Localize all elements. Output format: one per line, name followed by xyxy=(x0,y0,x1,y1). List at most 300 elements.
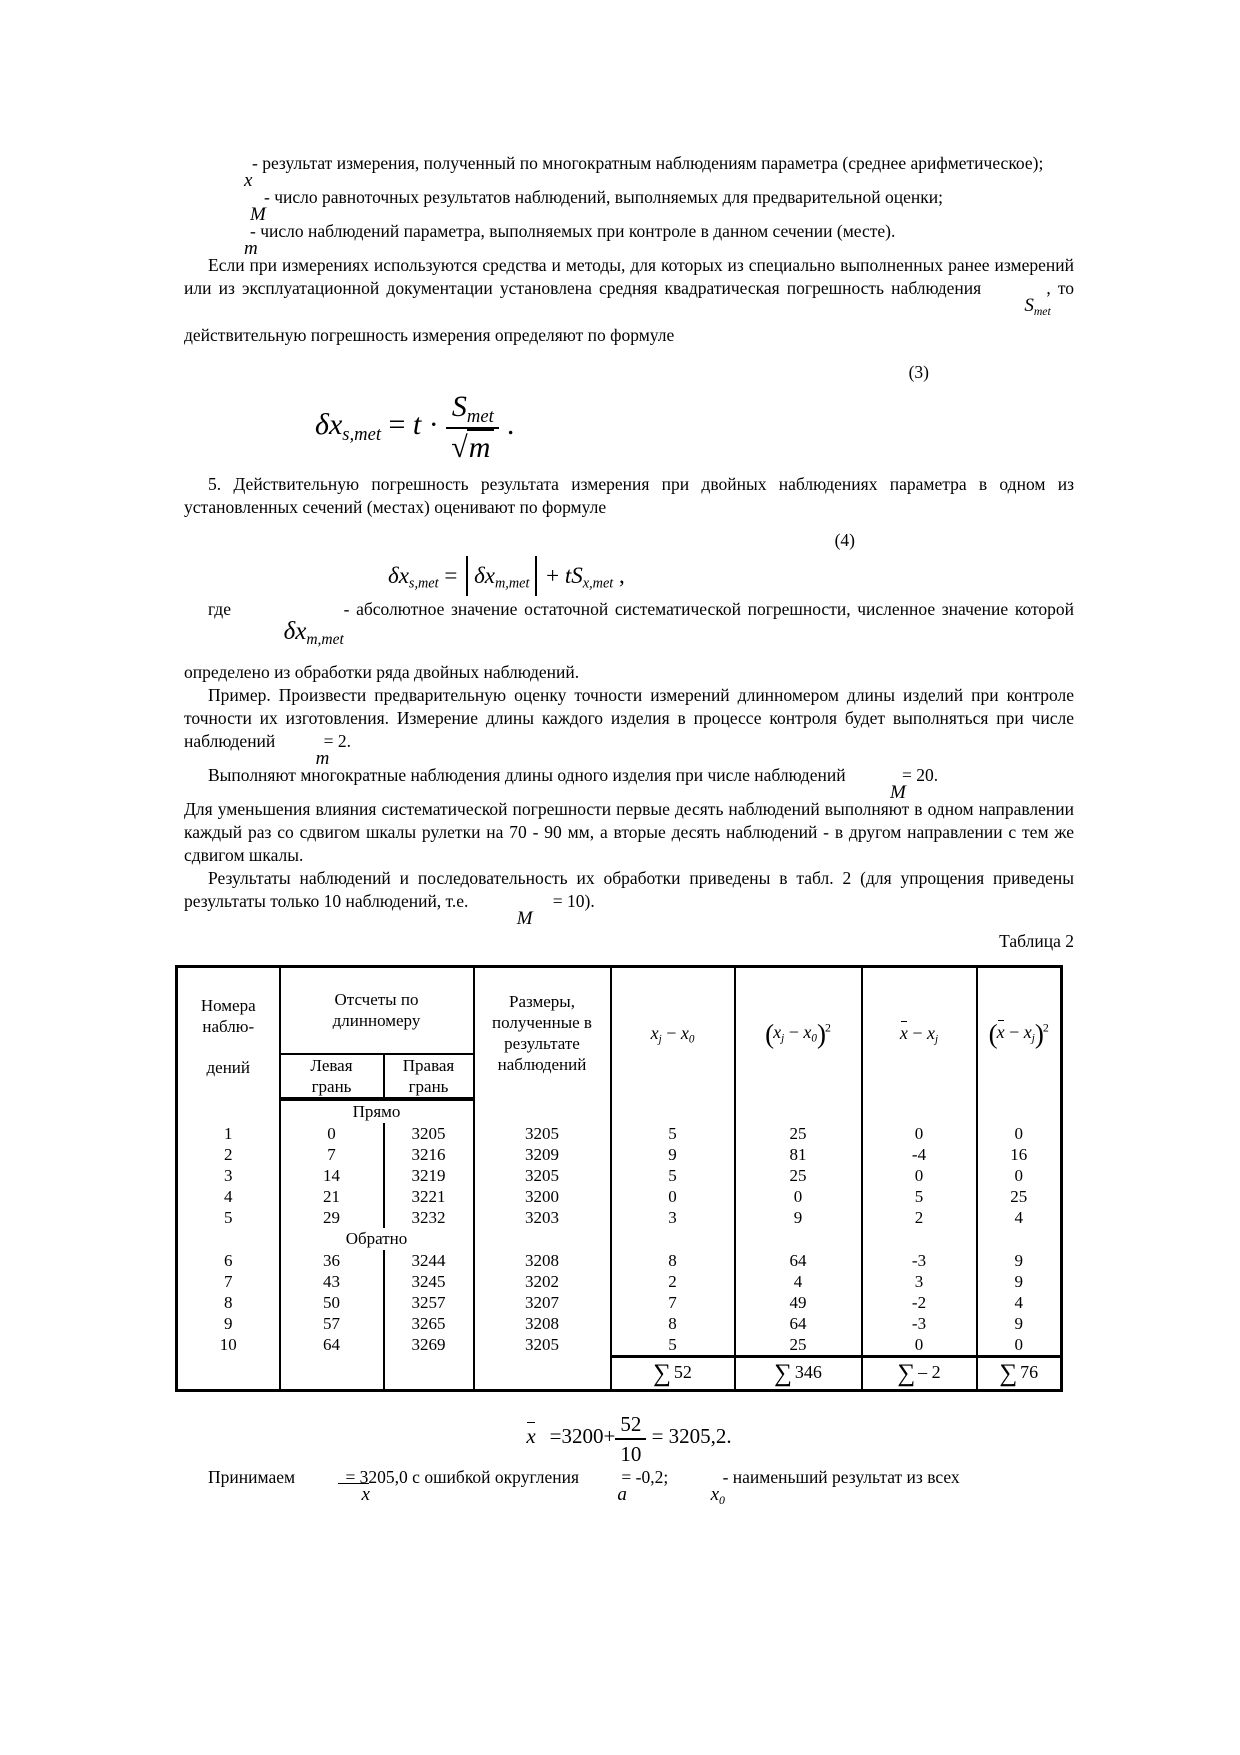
math-symbol: − xyxy=(1004,1021,1024,1042)
table-cell: 5 xyxy=(611,1334,735,1357)
math-symbol: = xyxy=(381,408,413,442)
math-token xyxy=(662,1023,681,1043)
table-cell-empty xyxy=(977,1099,1062,1123)
inline-formula-glyph xyxy=(292,749,330,768)
inline-formula-glyph xyxy=(866,783,906,802)
math-token xyxy=(1024,295,1051,316)
paragraph-rezultaty: Результаты наблюдений и последовательность их обработки приведены в табл. 2 (для упрощения приведены результаты только 10 наблюдений, т.е. M = 10). xyxy=(184,868,1074,929)
math-token xyxy=(244,170,252,191)
sigma-symbol: ∑ xyxy=(774,1360,792,1387)
math-symbol: m xyxy=(244,238,258,259)
math-symbol: x xyxy=(803,1021,812,1042)
subscript: j xyxy=(781,1032,785,1045)
table-cell: 3205 xyxy=(474,1334,611,1357)
math-symbol: x xyxy=(680,1022,689,1043)
subscript: s,met xyxy=(408,575,439,592)
math-expression xyxy=(650,1022,695,1046)
math-token xyxy=(617,1484,627,1505)
square-root xyxy=(451,431,494,464)
math-symbol: x xyxy=(650,1022,659,1043)
sum-cell xyxy=(862,1356,977,1390)
table-cell-empty xyxy=(977,1228,1062,1250)
table-cell: 6 xyxy=(177,1250,280,1271)
table-caption: Таблица 2 xyxy=(999,931,1074,951)
table-row xyxy=(177,1313,1062,1334)
table-cell: 25 xyxy=(977,1186,1062,1207)
math-token xyxy=(550,1424,562,1448)
table-cell: 3205 xyxy=(474,1165,611,1186)
big-paren: ( xyxy=(765,1018,774,1049)
inline-formula xyxy=(208,203,266,225)
subscript: s,met xyxy=(342,424,381,446)
table-cell: 16 xyxy=(977,1144,1062,1165)
math-expression xyxy=(388,563,625,592)
table-cell: 9 xyxy=(977,1271,1062,1292)
math-symbol: x xyxy=(927,1022,936,1043)
math-token xyxy=(603,1424,615,1448)
section-label-row xyxy=(177,1099,1062,1123)
table-cell: 4 xyxy=(177,1186,280,1207)
inline-formula xyxy=(280,747,330,769)
table-cell: 49 xyxy=(735,1292,862,1313)
col-header-obs-number xyxy=(177,967,280,1099)
table-cell-empty xyxy=(735,1228,862,1250)
subscript: x,met xyxy=(582,575,614,592)
paragraph-prinimaem: Принимаем x = 3205,0 с ошибкой округления a = -0,2; $x_0$ - наименьший результат из всех xyxy=(208,1466,960,1507)
math-token xyxy=(474,563,530,592)
math-token xyxy=(469,431,491,464)
inline-formula xyxy=(583,1483,627,1505)
inline-formula xyxy=(988,294,1051,324)
inline-formula xyxy=(850,781,906,803)
table-cell: 25 xyxy=(735,1165,862,1186)
table-cell-empty xyxy=(611,1228,735,1250)
big-paren: ) xyxy=(1034,1018,1043,1049)
table-cell: 5 xyxy=(862,1186,977,1207)
table-cell: 0 xyxy=(862,1334,977,1357)
sum-value: 76 xyxy=(1020,1362,1039,1382)
math-token xyxy=(613,563,625,588)
inline-formula xyxy=(208,169,253,191)
math-expression xyxy=(469,431,491,464)
header-line: Номера xyxy=(200,995,256,1015)
col-subheader-left-face xyxy=(280,1054,384,1099)
table-cell: 3232 xyxy=(384,1207,474,1228)
math-token xyxy=(316,748,330,769)
col-header-xbar-minus-xj-squared xyxy=(977,967,1062,1099)
math-expression xyxy=(315,390,515,464)
math-expression xyxy=(244,238,258,259)
table-cell: 3 xyxy=(611,1207,735,1228)
table-cell: 81 xyxy=(735,1144,862,1165)
inline-formula-glyph xyxy=(687,1483,725,1507)
math-token xyxy=(564,563,614,592)
table-cell-empty xyxy=(177,1099,280,1123)
table-cell: 9 xyxy=(735,1207,862,1228)
subscript: met xyxy=(1033,304,1051,318)
math-symbol: a xyxy=(617,1483,627,1505)
col-subheader-right-face xyxy=(384,1054,474,1099)
subscript: m,met xyxy=(306,630,344,648)
sum-value: 52 xyxy=(673,1362,692,1382)
table-cell: 57 xyxy=(280,1313,384,1334)
col-header-xj-minus-x0-squared xyxy=(735,967,862,1099)
table-cell: 9 xyxy=(977,1313,1062,1334)
math-expression xyxy=(517,908,533,929)
math-token xyxy=(890,782,906,803)
table-cell: 43 xyxy=(280,1271,384,1292)
table-cell-empty xyxy=(474,1356,611,1390)
big-paren: ( xyxy=(988,1018,997,1049)
table-cell-empty xyxy=(177,1228,280,1250)
table-cell: 3202 xyxy=(474,1271,611,1292)
table-cell-empty xyxy=(384,1356,474,1390)
table-cell: 0 xyxy=(280,1123,384,1144)
inline-formula-glyph xyxy=(313,1485,369,1504)
table-cell: 4 xyxy=(735,1271,862,1292)
inline-formula-glyph xyxy=(260,618,344,648)
table-cell: 9 xyxy=(611,1144,735,1165)
math-symbol: + xyxy=(540,563,565,588)
table-row xyxy=(177,1292,1062,1313)
table-cell: 0 xyxy=(862,1165,977,1186)
math-symbol: M xyxy=(250,204,266,225)
definition-M: M - число равноточных результатов наблюдений, выполняемых для предварительной оценки; xyxy=(184,186,1074,220)
sum-cell xyxy=(611,1356,735,1390)
math-token xyxy=(439,563,463,588)
math-symbol: − xyxy=(661,1022,681,1043)
math-expression xyxy=(337,1484,369,1505)
inline-formula xyxy=(673,1483,725,1507)
inline-formula-glyph xyxy=(220,171,252,190)
math-expression xyxy=(451,390,494,427)
math-expression xyxy=(711,1484,725,1505)
math-token xyxy=(997,1022,1005,1042)
math-token xyxy=(381,408,413,441)
math-symbol: − xyxy=(907,1022,928,1043)
math-token xyxy=(680,1022,695,1046)
table-row xyxy=(177,1144,1062,1165)
math-symbol: x xyxy=(1023,1021,1032,1042)
math-token xyxy=(816,1018,831,1049)
table-cell: 8 xyxy=(611,1313,735,1334)
paragraph-gde: где $\delta x_{m,met}$ - абсолютное значение остаточной систематической погрешности, численное значение которой определено из обработки ряда двойных наблюдений. xyxy=(184,599,1074,682)
table-cell: 25 xyxy=(735,1123,862,1144)
inline-formula-glyph xyxy=(220,239,258,258)
math-token xyxy=(1005,1022,1024,1042)
math-token xyxy=(900,1023,908,1043)
table-cell: 4 xyxy=(977,1207,1062,1228)
math-token xyxy=(540,563,564,588)
fraction xyxy=(446,390,499,465)
math-expression xyxy=(988,1018,1049,1049)
math-symbol: m xyxy=(468,430,491,464)
table-cell: 9 xyxy=(177,1313,280,1334)
table-row xyxy=(177,1123,1062,1144)
sigma-symbol: ∑ xyxy=(897,1360,916,1387)
table-cell: 4 xyxy=(977,1292,1062,1313)
table-cell-empty xyxy=(735,1099,862,1123)
header-line: дений xyxy=(206,1057,250,1077)
math-token xyxy=(1023,1021,1035,1045)
math-symbol: δx xyxy=(315,408,343,442)
big-paren: ) xyxy=(816,1018,825,1049)
subscript: j xyxy=(658,1033,662,1046)
table-cell: 0 xyxy=(735,1186,862,1207)
math-token xyxy=(803,1021,817,1045)
math-token xyxy=(784,1022,803,1042)
table-row xyxy=(177,1186,1062,1207)
math-expression xyxy=(617,1484,627,1505)
table-cell: 0 xyxy=(611,1186,735,1207)
superscript: 2 xyxy=(1042,1020,1049,1035)
math-expression xyxy=(899,1022,939,1046)
math-token xyxy=(620,1412,641,1436)
sum-value: – 2 xyxy=(918,1362,941,1382)
inline-formula xyxy=(208,237,258,259)
math-token xyxy=(451,390,494,427)
table-cell: 9 xyxy=(977,1250,1062,1271)
inline-formula-glyph xyxy=(493,909,533,928)
table-cell-empty xyxy=(862,1228,977,1250)
section-label-row xyxy=(177,1228,1062,1250)
table-cell: 3269 xyxy=(384,1334,474,1357)
math-symbol: · xyxy=(421,408,447,442)
document-body xyxy=(184,152,1074,1507)
section-label: Прямо xyxy=(280,1099,474,1123)
definition-m: m - число наблюдений параметра, выполняемых при контроле в данном сечении (месте). xyxy=(184,220,1074,254)
math-expression xyxy=(283,618,344,648)
math-symbol: m xyxy=(315,748,330,769)
math-symbol: t xyxy=(412,408,422,442)
paragraph-esli: Если при измерениях используются средства и методы, для которых из специально выполненных ранее измерений или из эксплуатационной документации установлена средняя квадратическая погрешность наблюдения $S_{met}$ , то действительную погрешность измерения определяют по формуле xyxy=(184,255,1074,345)
table-cell: 3208 xyxy=(474,1313,611,1334)
math-symbol: , xyxy=(613,563,625,588)
math-token xyxy=(388,563,439,592)
math-symbol: = xyxy=(438,563,464,588)
math-token xyxy=(650,1022,662,1046)
table-cell: 64 xyxy=(735,1313,862,1334)
col-header-readings xyxy=(280,967,474,1054)
sum-value: 346 xyxy=(794,1362,822,1382)
table-cell: 3205 xyxy=(474,1123,611,1144)
math-token xyxy=(337,1484,369,1505)
subscript: m,met xyxy=(494,575,530,592)
math-symbol: δx xyxy=(474,563,495,588)
math-symbol: x xyxy=(773,1021,782,1042)
table-cell: 3203 xyxy=(474,1207,611,1228)
math-expression xyxy=(765,1018,831,1049)
subscript: 0 xyxy=(688,1033,695,1046)
table-cell: 3257 xyxy=(384,1292,474,1313)
overlined-symbol: x xyxy=(899,1022,908,1043)
table-cell: 64 xyxy=(735,1250,862,1271)
math-symbol: tS xyxy=(564,563,583,588)
math-token xyxy=(517,908,533,929)
sum-cell xyxy=(977,1356,1062,1390)
definition-x: x - результат измерения, полученный по многократным наблюдениям параметра (среднее арифметическое); xyxy=(184,152,1074,186)
table-cell: 2 xyxy=(862,1207,977,1228)
inline-formula xyxy=(238,615,344,661)
col-header-xj-minus-x0 xyxy=(611,967,735,1099)
math-token xyxy=(499,408,514,441)
math-token xyxy=(250,204,266,225)
table-cell-empty xyxy=(474,1228,611,1250)
table-cell: 14 xyxy=(280,1165,384,1186)
inline-formula-glyph xyxy=(226,205,266,224)
table-cell: 3 xyxy=(862,1271,977,1292)
paragraph-dlya-umensheniya: Для уменьшения влияния систематической погрешности первые десять наблюдений выполняют в одном направлении каждый раз со сдвигом шкалы рулетки на 70 - 90 мм, а вторые десять наблюдений - в другом направлении с тем же сдвигом шкалы. xyxy=(184,799,1074,865)
table-cell: 3221 xyxy=(384,1186,474,1207)
paragraph-vypolnyayut: Выполняют многократные наблюдения длины одного изделия при числе наблюдений M = 20. xyxy=(208,765,939,803)
table-cell: 3244 xyxy=(384,1250,474,1271)
table-cell: 0 xyxy=(862,1123,977,1144)
superscript: 2 xyxy=(824,1020,831,1035)
subscript: j xyxy=(1031,1032,1035,1045)
formula-mean xyxy=(184,1412,1074,1466)
table-row xyxy=(177,1271,1062,1292)
table-row xyxy=(177,1334,1062,1357)
table-cell: 3205 xyxy=(384,1123,474,1144)
math-token xyxy=(620,1442,641,1466)
table-cell: 3216 xyxy=(384,1144,474,1165)
math-token xyxy=(927,1022,939,1046)
math-token xyxy=(646,1424,668,1448)
math-token xyxy=(669,1424,732,1448)
math-token xyxy=(765,1018,774,1049)
math-symbol: − xyxy=(784,1021,804,1042)
header-line: Отсчеты по xyxy=(334,990,419,1010)
math-symbol: . xyxy=(499,408,515,442)
sigma-symbol: ∑ xyxy=(999,1360,1018,1387)
math-token xyxy=(421,408,446,441)
sum-row xyxy=(177,1356,1062,1390)
formula-4 xyxy=(388,556,1074,596)
table-cell: -4 xyxy=(862,1144,977,1165)
table-cell: 2 xyxy=(177,1144,280,1165)
math-symbol: = xyxy=(549,1424,562,1449)
math-expression xyxy=(526,1411,732,1466)
header-line: наблюдений xyxy=(497,1055,587,1075)
math-token xyxy=(988,1018,997,1049)
math-expression xyxy=(474,563,530,592)
table-cell: 0 xyxy=(977,1334,1062,1357)
header-line: Размеры, xyxy=(509,992,575,1012)
table-cell: 3208 xyxy=(474,1250,611,1271)
math-expression xyxy=(244,170,252,191)
table-cell-empty xyxy=(611,1099,735,1123)
equation-number-3: (3) xyxy=(908,362,929,382)
table-cell: 3219 xyxy=(384,1165,474,1186)
inline-formula-glyph xyxy=(1000,295,1051,318)
overlined-symbol: x xyxy=(337,1485,369,1504)
math-token xyxy=(908,1023,927,1043)
table-cell: 25 xyxy=(735,1334,862,1357)
math-symbol: δx xyxy=(283,618,307,645)
overlined-symbol: x xyxy=(526,1424,536,1449)
table-cell: 5 xyxy=(611,1165,735,1186)
math-symbol: S xyxy=(1024,295,1034,316)
header-line: грань xyxy=(311,1076,352,1096)
table-cell: 5 xyxy=(177,1207,280,1228)
radical-sign: √ xyxy=(451,430,468,464)
header-line: Левая xyxy=(310,1055,353,1075)
sum-cell xyxy=(735,1356,862,1390)
math-symbol: δx xyxy=(388,563,409,588)
table-cell-empty xyxy=(177,1356,280,1390)
math-expression xyxy=(451,431,494,464)
paragraph-primer: Пример. Произвести предварительную оценку точности измерений длинномером длины изделий при контроле точности их изготовления. Измерение длины каждого изделия в процессе контроля будет выполняться при числе наблюдений m = 2. xyxy=(184,685,1074,769)
math-expression xyxy=(620,1442,641,1466)
subscript: 0 xyxy=(719,1493,725,1507)
table-cell-empty xyxy=(474,1099,611,1123)
table-cell: 1 xyxy=(177,1123,280,1144)
table-cell: 50 xyxy=(280,1292,384,1313)
math-expression xyxy=(1024,295,1051,316)
table-cell: 64 xyxy=(280,1334,384,1357)
math-symbol: 3200 xyxy=(561,1424,604,1449)
observations-table xyxy=(175,965,1063,1392)
table-cell: 7 xyxy=(280,1144,384,1165)
math-token xyxy=(413,408,421,441)
math-symbol: x xyxy=(710,1483,720,1505)
math-token xyxy=(773,1021,785,1045)
math-token xyxy=(1034,1018,1049,1049)
table-cell: -2 xyxy=(862,1292,977,1313)
table-cell: 2 xyxy=(611,1271,735,1292)
header-lines xyxy=(178,995,279,1037)
inline-formula-glyph xyxy=(593,1485,627,1504)
table-cell: 5 xyxy=(611,1123,735,1144)
formula-3 xyxy=(315,390,1074,465)
subscript: 0 xyxy=(811,1032,817,1045)
math-symbol: x xyxy=(244,170,253,191)
table-row xyxy=(177,1250,1062,1271)
fraction xyxy=(615,1412,646,1466)
table-row xyxy=(177,1207,1062,1228)
col-header-xbar-minus-xj xyxy=(862,967,977,1099)
absolute-value xyxy=(466,556,537,596)
math-symbol: 3205,2. xyxy=(668,1424,732,1449)
math-expression xyxy=(250,204,266,225)
table-cell: 7 xyxy=(177,1271,280,1292)
table-cell: 29 xyxy=(280,1207,384,1228)
table-cell-empty xyxy=(280,1356,384,1390)
math-symbol: 10 xyxy=(620,1441,642,1466)
math-token xyxy=(244,238,258,259)
table-cell: 3209 xyxy=(474,1144,611,1165)
section-label: Обратно xyxy=(280,1228,474,1250)
table-cell: 7 xyxy=(611,1292,735,1313)
math-token xyxy=(526,1424,549,1448)
math-expression xyxy=(890,782,906,803)
subscript: met xyxy=(466,405,494,427)
table-cell: 8 xyxy=(611,1250,735,1271)
table-row xyxy=(177,1165,1062,1186)
paragraph-5: 5. Действительную погрешность результата измерения при двойных наблюдениях параметра в одном из установленных сечений (местах) оценивают по формуле xyxy=(184,474,1074,517)
inline-formula xyxy=(299,1483,370,1505)
header-line: Правая xyxy=(402,1055,455,1075)
header-line: наблю- xyxy=(202,1016,255,1036)
table-cell: 21 xyxy=(280,1186,384,1207)
overlined-symbol: x xyxy=(996,1021,1005,1042)
table-cell: 8 xyxy=(177,1292,280,1313)
table-cell: 0 xyxy=(977,1123,1062,1144)
math-token xyxy=(561,1424,603,1448)
math-symbol: = xyxy=(646,1424,669,1449)
equation-number-4: (4) xyxy=(834,530,855,550)
col-header-sizes xyxy=(474,967,611,1099)
